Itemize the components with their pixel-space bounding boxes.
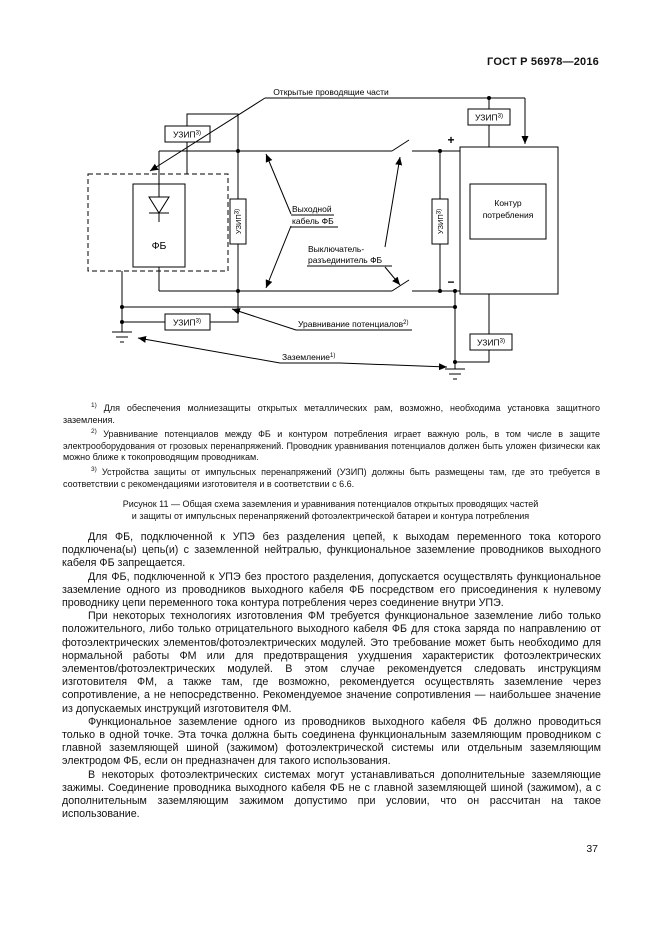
grounding-text: Заземление$^{1)}$ — [282, 352, 336, 362]
figure-11 — [80, 84, 580, 394]
fb-module — [133, 184, 185, 267]
footnote-1-marker: 1) — [91, 402, 97, 409]
spd-top-right-label: УЗИП$^{3)}$ — [475, 112, 503, 123]
footnote-2-text: Уравнивание потенциалов между ФБ и контуром потребления играет важную роль, в том числе в защите электрооборудования от грозовых перенапряжений. Проводник уравнивания потенциалов должен быть уложен физически как можно ближе к токопроводящим проводникам. — [63, 429, 600, 463]
footnote-3-text: Устройства защиты от импульсных перенапряжений (УЗИП) должны быть размещены там, где это требуется в соответствии с рекомендациями изготовителя и в соответствии с 6.6. — [63, 466, 600, 489]
spd-top-right — [468, 98, 510, 147]
figure-caption-line2: и защиты от импульсных перенапряжений фотоэлектрической батареи и контура потребления — [131, 511, 530, 521]
spd-right-vertical — [432, 151, 448, 291]
footnote-1-text: Для обеспечения молниезащиты открытых металлических рам, возможно, необходима установка защитного заземления. — [63, 403, 600, 425]
figure-caption — [50, 498, 611, 522]
earth-electrode-right — [445, 291, 465, 379]
footnote-1 — [63, 400, 600, 426]
fb-label: ФБ — [151, 240, 167, 252]
label-grounding — [138, 338, 447, 367]
paragraph-1: Для ФБ, подключенной к УПЭ без разделения цепей, к выходам переменного тока которого подключена(ы) цепь(и) с заземленной нейтралью, функциональное заземление проводников выходного кабеля ФБ запрещается. — [62, 531, 601, 570]
equipotential-text: Уравнивание потенциалов$^{2)}$ — [298, 319, 409, 329]
figure-caption-line1: Рисунок 11 — Общая схема заземления и уравнивания потенциалов открытых проводящих частей — [122, 499, 539, 509]
disconnector-blade-bottom — [392, 280, 409, 291]
page-number: 37 — [586, 843, 598, 855]
consumption-label-line2: потребления — [482, 210, 534, 220]
spd-right-vertical-label: УЗИП$^{3)}$ — [436, 208, 445, 235]
label-equipotential — [232, 309, 412, 330]
open-parts-text: Открытые проводящие части — [273, 87, 389, 97]
footnote-3-marker: 3) — [91, 465, 97, 473]
consumption-label-line1: Контур — [494, 198, 522, 208]
disconnector-text-line1: Выключатель- — [308, 244, 365, 254]
footnote-3 — [63, 464, 600, 490]
disconnector-blade-top — [392, 140, 409, 151]
figure-11-schematic — [80, 84, 580, 389]
paragraph-3: При некоторых технологиях изготовления ФМ требуется функциональное заземление либо только положительного, либо только отрицательного выходного кабеля ФБ для стока заряда по направлению от фотоэлектрических элементов/фотоэлектрических модулей. Это требование может быть необходимо для нормальной работы ФМ или для предотвращения ухудшения характеристик фотоэлектрических элементов/фотоэлектрических модулей. В этом случае рекомендуется следовать инструкциям изготовителя ФМ, а также там, где возможно, рекомендуется осуществлять заземление через сопротивление, а не непосредственно. Рекомендуемое значение сопротивления — наибольшее значение из допускаемых инструкций изготовителя ФМ. — [62, 610, 601, 715]
spd-top-left — [165, 114, 238, 174]
spd-bottom-right — [455, 294, 512, 362]
spd-left-vertical — [230, 151, 246, 291]
output-cable-text-line2: кабель ФБ — [292, 216, 334, 226]
document-header: ГОСТ Р 56978—2016 — [487, 56, 599, 68]
spd-left-vertical-label: УЗИП$^{3)}$ — [234, 208, 243, 235]
paragraph-2: Для ФБ, подключенной к УПЭ без простого разделения, допускается осуществлять функциональное заземление одного из проводников выходного кабеля ФБ посредством его присоединения к нулевому проводнику цепи переменного тока контура потребления через соединение внутри УПЭ. — [62, 570, 601, 610]
spd-bottom-left — [122, 291, 238, 330]
spd-bottom-right-label: УЗИП$^{3)}$ — [477, 337, 505, 348]
minus-terminal-label: − — [447, 275, 455, 289]
plus-terminal-label: + — [447, 133, 455, 147]
footnote-2 — [63, 426, 600, 464]
paragraph-5: В некоторых фотоэлектрических системах могут устанавливаться дополнительные заземляющие зажимы. Соединение проводника выходного кабеля ФБ не с главной заземляющей шиной (зажимом), а с дополнительным заземляющим зажимом допустимо при условии, что он рассчитан на такое использование. — [62, 768, 601, 821]
disconnector-text-line2: разъединитель ФБ — [308, 255, 383, 265]
paragraph-4: Функциональное заземление одного из проводников выходного кабеля ФБ должно проводиться только в одной точке. Эта точка должна быть соединена функциональным заземляющим проводником с главной заземляющей шиной (зажимом) фотоэлектрической системы или отдельным заземляющим электродом ФБ, если он предназначен для такого использования. — [62, 715, 601, 768]
consumption-circuit — [460, 147, 558, 294]
output-cable-text-line1: Выходной — [292, 204, 332, 214]
footnote-2-marker: 2) — [91, 428, 97, 436]
body-text — [62, 531, 601, 821]
label-output-cable — [266, 154, 338, 288]
spd-bottom-left-label: УЗИП$^{3)}$ — [173, 317, 201, 328]
footnotes-block — [63, 400, 600, 490]
spd-top-left-label: УЗИП$^{3)}$ — [173, 129, 201, 140]
